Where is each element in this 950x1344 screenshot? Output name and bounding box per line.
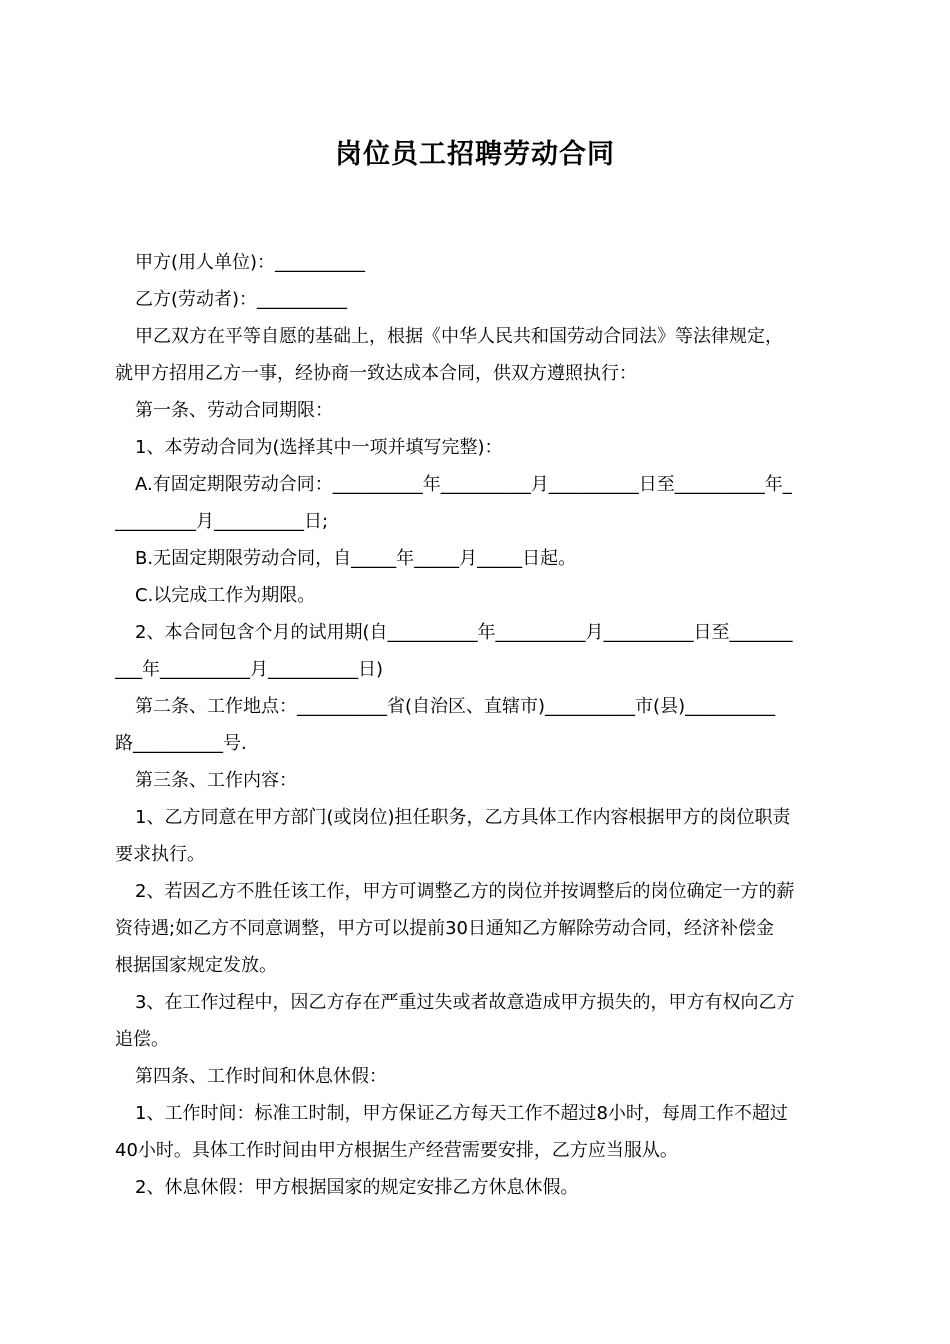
article-4-heading: 第四条、工作时间和休息休假：	[135, 1066, 387, 1087]
article-3-item-3-line-1: 3、在工作过程中，因乙方存在严重过失或者故意造成甲方损失的，甲方有权向乙方	[135, 992, 795, 1013]
article-3-item-2-line-2: 资待遇;如乙方不同意调整，甲方可以提前30日通知乙方解除劳动合同，经济补偿金	[115, 918, 774, 939]
article-3-heading: 第三条、工作内容：	[135, 770, 297, 791]
article-1-option-a-line-2: _________月__________日;	[115, 511, 329, 532]
article-1-item-1: 1、本劳动合同为(选择其中一项并填写完整)：	[135, 437, 503, 458]
document-title: 岗位员工招聘劳动合同	[335, 139, 615, 170]
article-3-item-2-line-1: 2、若因乙方不胜任该工作，甲方可调整乙方的岗位并按调整后的岗位确定一方的薪	[135, 881, 795, 902]
article-2-line-2: 路__________号.	[115, 733, 247, 754]
article-1-option-a-line-1: A.有固定期限劳动合同：__________年__________月__________日至__________年_	[135, 474, 792, 495]
party-b-line: 乙方(劳动者)：__________	[135, 289, 348, 310]
article-4-item-2: 2、休息休假：甲方根据国家的规定安排乙方休息休假。	[135, 1177, 579, 1198]
article-1-item-2-line-1: 2、本合同包含个月的试用期(自__________年__________月__________日至_______	[135, 622, 793, 643]
article-3-item-1-line-1: 1、乙方同意在甲方部门(或岗位)担任职务，乙方具体工作内容根据甲方的岗位职责	[135, 807, 791, 828]
party-a-line: 甲方(用人单位)：__________	[135, 252, 366, 273]
article-3-item-3-line-2: 追偿。	[115, 1029, 169, 1050]
article-4-item-1-line-2: 40小时。具体工作时间由甲方根据生产经营需要安排，乙方应当服从。	[115, 1140, 678, 1161]
document-body	[115, 244, 835, 1206]
article-3-item-1-line-2: 要求执行。	[115, 844, 205, 865]
article-2-line-1: 第二条、工作地点：__________省(自治区、直辖市)__________市(县)__________	[135, 696, 776, 717]
article-1-option-b: B.无固定期限劳动合同，自_____年_____月_____日起。	[135, 548, 577, 569]
article-3-item-2-line-3: 根据国家规定发放。	[115, 955, 277, 976]
preamble-line-1: 甲乙双方在平等自愿的基础上，根据《中华人民共和国劳动合同法》等法律规定，	[135, 326, 783, 347]
article-1-option-c: C.以完成工作为期限。	[135, 585, 316, 606]
preamble-line-2: 就甲方招用乙方一事，经协商一致达成本合同，供双方遵照执行：	[115, 363, 637, 384]
article-1-heading: 第一条、劳动合同期限：	[135, 400, 333, 421]
article-1-item-2-line-2: ___年__________月__________日)	[115, 659, 384, 680]
article-4-item-1-line-1: 1、工作时间：标准工时制，甲方保证乙方每天工作不超过8小时，每周工作不超过	[135, 1103, 788, 1124]
